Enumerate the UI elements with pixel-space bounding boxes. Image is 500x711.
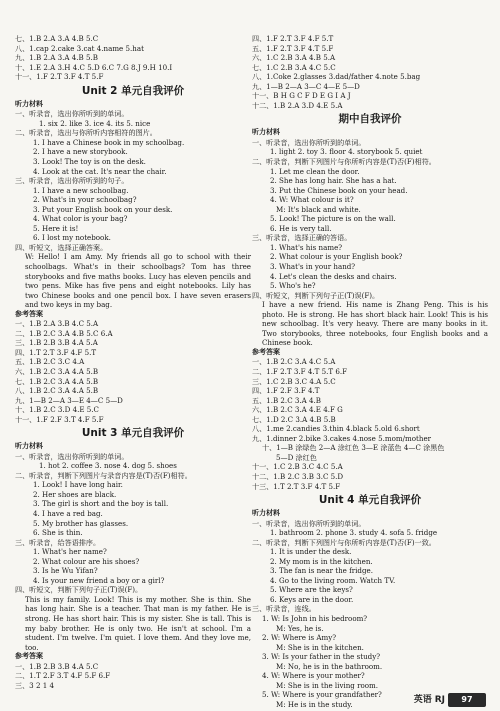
text-line: 四、听短文，判断下列句子正(T)误(F)。 [252,290,380,300]
text-line: 4. Let's clean the desks and chairs. [270,271,397,281]
text-line: 5. Who's he? [270,281,316,291]
text-line: 三、1.B 2.B 3.B 4.A 5.A [15,338,98,348]
text-line: 十、1.E 2.A 3.H 4.C 5.D 6.C 7.G 8.J 9.H 10.I [15,62,173,72]
text-line: 2. What colour is your English book? [270,252,403,262]
subsection-label: 听力材料 [15,442,43,451]
subsection-label: 听力材料 [252,128,280,137]
text-line: 1. What's his name? [270,242,343,252]
text-line: M: He is in the study. [276,699,353,709]
text-line: 2. Her shoes are black. [33,489,117,499]
text-line: 6. She is thin. [33,528,83,538]
text-line: 三、听录音，选出你所听到的句子。 [15,176,129,186]
text-line: 5. My brother has glasses. [33,518,129,528]
text-line: 5. Look! The picture is on the wall. [270,214,396,224]
passage-paragraph: W: Hello! I am Amy. My friends all go to school with their schoolbags. What's in their schoolbags? Tom has three storybooks and five maths books. Lucy has eleven pencils and two pens. Mike has five pens and eight notebooks. Lily has two Chinese books and one pencil box. I have seven erasers and two keys in my bag. [25,252,251,310]
text-line: 5. Where are the keys? [270,585,353,595]
text-line: 一、听录音，选出你所听到的单词。 [15,451,129,461]
text-line: 6. Keys are in the door. [270,594,354,604]
text-line: 四、1.F 2.T 3.F 4.F 5.T [252,34,334,43]
section-heading: 期中自我评价 [338,113,402,126]
text-line: 十二、1.B 2.A 3.D 4.E 5.A [252,100,343,110]
text-line: 5. Here it is! [33,223,79,233]
text-line: 六、1.C 2.B 3.A 4.B 5.A [252,53,336,63]
text-line: 八、1.Coke 2.glasses 3.dad/father 4.note 5.bag [252,72,421,82]
text-line: 一、1.B 2.B 3.B 4.A 5.C [15,661,99,671]
subsection-label: 参考答案 [252,347,280,356]
right-column [252,34,488,710]
text-line: 二、1.F 2.T 3.F 4.T 5.T 6.F [252,366,348,376]
section-heading: Unit 2 单元自我评价 [81,84,185,97]
text-line: 3. The fan is near the fridge. [270,566,373,576]
text-line: 3. Put your English book on your desk. [33,204,173,214]
text-line: 5. W: Where is your grandfather? [262,690,382,700]
page-footer [414,693,486,707]
text-line: 十一、1.F 2.T 3.F 4.T 5.F [15,72,104,82]
subsection-label: 听力材料 [15,99,43,108]
text-line: 八、1.cap 2.cake 3.cat 4.name 5.hat [15,43,144,53]
text-line: 1. W: Is John in his bedroom? [262,614,368,624]
text-line: 1. I have a Chinese book in my schoolbag. [33,137,185,147]
text-line: 十一、1.F 2.F 3.T 4.F 5.F [15,414,104,424]
text-line: M: She is in the kitchen. [276,642,364,652]
text-line: 四、听短文，判断下列句子正(T)误(F)。 [15,585,143,595]
text-line: 1. hot 2. coffee 3. nose 4. dog 5. shoes [39,461,177,471]
text-line: 1. Let me clean the door. [270,166,360,176]
text-line: 4. I have a red bag. [33,509,103,519]
text-line: 1. light 2. toy 3. floor 4. storybook 5. quiet [270,147,423,157]
text-line: 六、1.B 2.C 3.A 4.E 4.F G [252,405,343,415]
text-line: 一、1.B 2.C 3.A 4.C 5.A [252,357,336,367]
text-line: 4. W: What colour is it? [270,195,354,205]
page-number: 97 [448,693,486,707]
text-line: 七、1.C 2.B 3.A 4.C 5.C [252,62,336,72]
text-line: 2. What's in your schoolbag? [33,195,137,205]
text-line: 五、1.B 2.C 3.A 4.B [252,395,322,405]
text-line: 三、听录音，给答语排序。 [15,537,101,547]
text-line: 九、1.dinner 2.bike 3.cakes 4.nose 5.mom/mother [252,433,432,443]
subsection-label: 听力材料 [252,509,280,518]
text-line: 3. Put the Chinese book on your head. [270,185,408,195]
text-line: 5—D 涂红色 [276,452,317,462]
text-line: 九、1—B 2—A 3—E 4—C 5—D [15,395,123,405]
text-line: 2. What colour are his shoes? [33,556,140,566]
text-line: 6. He is very tall. [270,223,332,233]
text-line: 3. What's in your hand? [270,261,356,271]
text-line: 3. W: Is your father in the study? [262,652,381,662]
text-line: 十、1.B 2.C 3.D 4.E 5.C [15,405,99,415]
text-line: 三、听录音，选择正确的答语。 [252,233,352,243]
section-heading: Unit 4 单元自我评价 [318,494,422,507]
text-line: 三、听录音，连线。 [252,604,316,614]
text-line: 三、3 2 1 4 [15,680,55,690]
text-line: M: She is in the living room. [276,680,379,690]
text-line: M: Yes, he is. [276,623,324,633]
text-line: 十一、1.C 2.B 3.C 4.C 5.A [252,462,343,472]
text-line: 一、听录音，选出你所听到的单词。 [252,137,366,147]
left-column [15,34,251,690]
text-line: 七、1.B 2.C 3.A 4.A 5.B [15,376,99,386]
text-line: 七、1.D 2.C 3.A 4.B 5.B [252,414,336,424]
text-line: 六、1.B 2.C 3.A 4.A 5.B [15,366,99,376]
text-line: 2. She has long hair. She has a hat. [270,176,397,186]
footer-edition: RJ [434,695,445,705]
text-line: 十、1—B 涂绿色 2—A 涂红色 3—E 涂蓝色 4—C 涂黑色 [262,443,445,453]
text-line: 二、听录音，选出与你所听内容相符的图片。 [15,128,157,138]
section-heading: Unit 3 单元自我评价 [81,427,185,440]
text-line: M: It's black and white. [276,204,361,214]
text-line: 一、听录音，选出你所听到的单词。 [252,518,366,528]
text-line: 4. What color is your bag? [33,214,128,224]
passage-paragraph: I have a new friend. His name is Zhang Peng. This is his photo. He is strong. He has short black hair. Look! This is his new schoolbag. It's very heavy. There are many books in it. Two storybooks, three notebooks, four English books and a Chinese book. [262,300,488,348]
text-line: 九、1—B 2—A 3—C 4—E 5—D [252,81,360,91]
text-line: 一、听录音，选出你所听到的单词。 [15,109,129,119]
text-line: 二、听录音，判断下列图片与你所听内容是(T)否(F)一致。 [252,537,436,547]
text-line: 二、1.B 2.C 3.A 4.B 5.C 6.A [15,328,113,338]
text-line: 4. Look at the cat. It's near the chair. [33,166,167,176]
text-line: 1. I have a new schoolbag. [33,185,129,195]
text-line: 1. six 2. like 3. ice 4. its 5. nice [39,118,151,128]
text-line: 二、听录音，判断下列图片与你所听内容是(T)否(F)相符。 [252,156,436,166]
text-line: 三、1.C 2.B 3.C 4.A 5.C [252,376,336,386]
text-line: 七、1.B 2.A 3.A 4.B 5.C [15,34,99,43]
text-line: 八、1.me 2.candies 3.thin 4.black 5.old 6.short [252,424,420,434]
text-line: 五、1.F 2.T 3.F 4.T 5.F [252,43,334,53]
text-line: 十二、1.B 2.C 3.B 3.C 5.D [252,471,344,481]
text-line: 1. Look! I have long hair. [33,480,123,490]
text-line: 1. It is under the desk. [270,547,352,557]
text-line: 2. W: Where is Amy? [262,633,337,643]
text-line: 九、1.B 2.A 3.A 4.B 5.B [15,53,98,63]
text-line: 二、1.T 2.F 3.T 4.F 5.F 6.F [15,671,111,681]
text-line: 十三、1.T 2.T 3.F 4.T 5.F [252,481,341,491]
text-line: 3. The girl is short and the boy is tall. [33,499,169,509]
text-line: 4. Go to the living room. Watch TV. [270,575,396,585]
footer-subject: 英语 [413,695,432,705]
text-line: 八、1.B 2.C 3.A 4.A 5.B [15,386,99,396]
text-line: 3. Look! The toy is on the desk. [33,156,146,166]
subsection-label: 参考答案 [15,652,43,661]
text-line: 四、1.F 2.F 3.F 4.T [252,386,320,396]
text-line: 五、1.B 2.C 3.C 4.A [15,357,85,367]
text-line: 1. bathroom 2. phone 3. study 4. sofa 5. fridge [270,528,438,538]
passage-paragraph: This is my family. Look! This is my mother. She is thin. She has long hair. She is a teacher. That man is my father. He is strong. He has short hair. This is my sister. She is tall. This is my baby brother. He is only two. He isn't at school. I'm a student. I'm twelve. I'm quiet. I love them. And they love me, too. [25,594,251,652]
text-line: 6. I lost my notebook. [33,233,111,243]
text-line: 4. W: Where is your mother? [262,671,365,681]
text-line: 十一、B H G C F D E G I A J [252,91,351,101]
text-line: 2. My mom is in the kitchen. [270,556,373,566]
text-line: 四、1.T 2.T 3.F 4.F 5.T [15,347,97,357]
text-line: 二、听录音，判断下列图片与录音内容是(T)否(F)相符。 [15,470,192,480]
text-line: 四、听短文，选择正确答案。 [15,242,108,252]
text-line: 2. I have a new storybook. [33,147,128,157]
text-line: 4. Is your new friend a boy or a girl? [33,575,165,585]
text-line: 一、1.B 2.A 3.B 4.C 5.A [15,319,99,329]
text-line: 3. Is he Wu Yifan? [33,566,98,576]
text-line: 1. What's her name? [33,547,107,557]
text-line: M: No, he is in the bathroom. [276,661,383,671]
subsection-label: 参考答案 [15,309,43,318]
